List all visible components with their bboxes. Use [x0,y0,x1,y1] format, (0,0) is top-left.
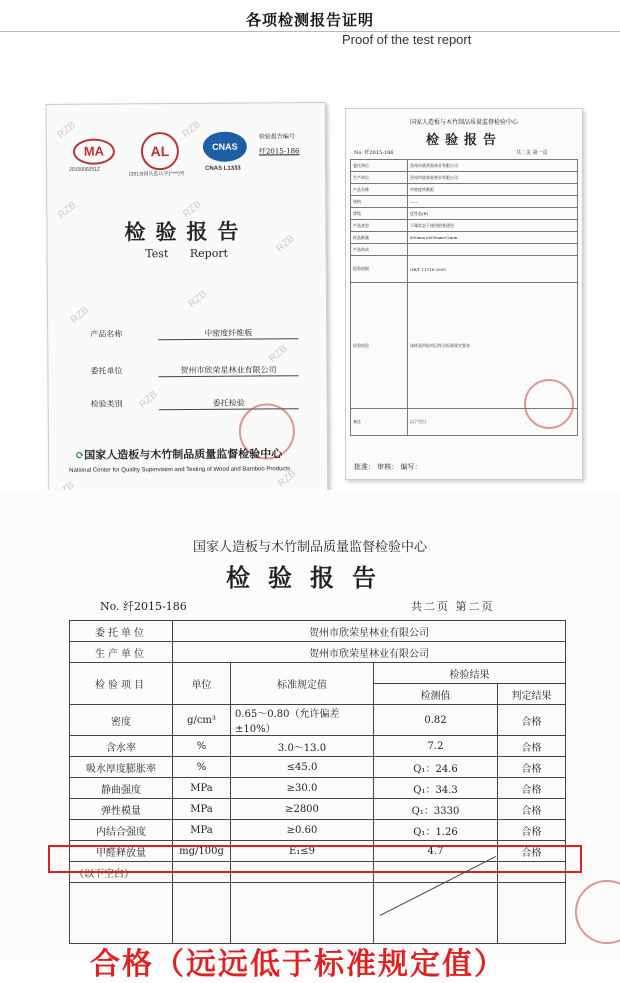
cover-org-name-text: 国家人造板与木竹制品质量监督检验中心 [84,447,283,462]
cover-org-name [75,445,282,462]
table-cell: 检验结论 [351,283,408,409]
small-report-title: 检验报告 [425,133,502,148]
red-seal-stamp [524,379,574,429]
table-row [70,799,566,820]
watermark: RZB [186,288,210,311]
column-header-unit: 单位 [173,663,231,705]
table-row [351,208,578,220]
table-cell: 贺州市欣荣星林业有限公司 [408,172,578,184]
table-cell: 产品类型 [351,220,408,232]
judgement-cell: 合格 [498,757,566,778]
table-cell: 该样品所检项目符合标准规定要求 [408,283,578,409]
red-seal-stamp [575,880,620,944]
cal-caption: (2013)国认监认字(****)号 [129,171,185,178]
unit-cell: g/cm³ [173,705,231,736]
column-header-measured: 检测值 [374,684,498,705]
main-report-pages: 共二页 第二页 [411,600,495,613]
table-cell: —— [408,196,578,208]
unit-cell: MPa [173,799,231,820]
standard-cell: 3.0～13.0 [231,736,374,757]
standard-cell: E₁≤9 [231,841,374,862]
measured-cell: Q₁：24.6 [374,757,498,778]
standard-cell: 0.65～0.80（允许偏差±10%） [231,705,374,736]
table-row [70,757,566,778]
table-cell: 干燥状态下使用的普通型 [408,220,578,232]
column-header-result: 检验结果 [374,663,566,684]
table-cell: 贺州市欣荣星林业有限公司 [408,160,578,172]
table-row [351,172,578,184]
cma-caption: 2015000251Z [69,166,100,173]
table-cell: 产品名称 [351,184,408,196]
table-row [70,778,566,799]
cover-document [46,102,329,506]
cnas-caption: CNAS L1333 [205,165,241,172]
cover-field-value: 委托检验 [159,397,299,410]
table-row [70,736,566,757]
measured-cell: 7.2 [374,736,498,757]
cover-title: 检验报告 [124,218,249,245]
watermark: RZB [56,199,79,222]
table-cell [374,883,498,944]
page-subtitle: Proof of the test report [342,32,472,47]
table-cell: 600mm×600mm×2mm [408,232,578,244]
watermark: RZB [267,343,290,365]
watermark: RZB [181,198,204,221]
table-row [70,621,566,642]
table-cell: 优等品(E) [408,208,578,220]
small-report-signatures: 批准： 审核： 编写： [354,463,422,471]
page-title: 各项检测报告证明 [245,11,374,29]
org-logo-icon: ⟳ [75,448,85,462]
item-cell: 静曲强度 [70,778,173,799]
blank-note: （以下空白） [70,862,173,883]
watermark: RZB [68,304,92,326]
unit-cell: mg/100g [173,841,231,862]
watermark: RZB [137,389,160,411]
standard-cell: ≤45.0 [231,757,374,778]
item-cell: 弹性模量 [70,799,173,820]
cover-field-label: 检验类别 [90,399,123,409]
table-row [351,160,578,172]
measured-cell: Q₁：1.26 [374,820,498,841]
item-cell: 甲醛释放量 [70,841,173,862]
table-cell [408,244,578,256]
table-row [351,196,578,208]
report-page-two [0,490,620,982]
item-cell: 含水率 [70,736,173,757]
watermark: RZB [55,119,78,142]
unit-cell: % [173,736,231,757]
table-cell: 产品构成 [351,244,408,256]
cnas-logo: CNAS [203,132,247,162]
column-header-standard: 标准规定值 [231,663,374,705]
table-row [351,244,578,256]
standard-cell: ≥0.60 [231,820,374,841]
cover-title-en: Test Report [145,246,229,261]
table-cell: 样品数量 [351,232,408,244]
table-row [351,220,578,232]
main-report-org: 国家人造板与木竹制品质量监督检验中心 [192,540,427,555]
item-cell: 密度 [70,705,173,736]
table-row [351,232,578,244]
formaldehyde-highlight-box [48,845,582,873]
table-row [70,705,566,736]
column-header-judgement: 判定结果 [498,684,566,705]
table-cell: 规格 [351,196,408,208]
table-cell [70,883,173,944]
producer-label: 生产单位 [70,642,173,663]
table-cell: 检验依据 [351,256,408,283]
standard-cell: ≥30.0 [231,778,374,799]
table-cell [173,883,231,944]
main-report-number: No. 纤2015-186 [100,600,187,613]
table-row [70,642,566,663]
cal-logo: AL [141,132,179,170]
table-row [351,184,578,196]
item-cell: 吸水厚度膨胀率 [70,757,173,778]
table-row [351,256,578,283]
main-report-title: 检验报告 [226,563,394,592]
report-number: 纤2015-186 [258,147,300,156]
cover-field-value: 贺州市欣荣星林业有限公司 [158,364,298,377]
cma-logo: MA [73,138,115,164]
unit-cell: MPa [173,778,231,799]
measured-cell: 4.7 [374,841,498,862]
judgement-cell: 合格 [498,736,566,757]
table-cell: 等级 [351,208,408,220]
judgement-cell: 合格 [498,705,566,736]
small-report-org: 国家人造板与木竹制品质量监督检验中心 [409,119,518,126]
cover-field-value: 中密度纤维板 [158,327,298,340]
unit-cell: % [173,757,231,778]
watermark: RZB [180,118,203,141]
measured-cell: Q₁：3330 [374,799,498,820]
highlight-caption: 合格（远远低于标准规定值） [90,947,506,982]
column-header-item: 检验项目 [70,663,173,705]
table-row [70,883,566,944]
judgement-cell: 合格 [498,799,566,820]
header-divider [0,31,620,32]
client-label: 委托单位 [70,621,173,642]
client-value: 贺州市欣荣星林业有限公司 [173,621,566,642]
cover-org-name-en: National Center for Quality Supervision and Testing of Wood and Bamboo Products [69,466,291,474]
table-cell: 生产单位 [351,172,408,184]
table-cell [498,883,566,944]
standard-cell: ≥2800 [231,799,374,820]
measured-cell: Q₁：34.3 [374,778,498,799]
judgement-cell: 合格 [498,820,566,841]
producer-value: 贺州市欣荣星林业有限公司 [173,642,566,663]
judgement-cell: 合格 [498,841,566,862]
table-cell: 中密度纤维板 [408,184,578,196]
measured-cell: 0.82 [374,705,498,736]
table-row [70,820,566,841]
unit-cell: MPa [173,820,231,841]
small-report-number: No. 纤2015-186 [354,150,394,156]
small-report-pages: 共二页 第一页 [516,150,548,156]
cover-field-label: 委托单位 [90,366,123,376]
table-cell [231,883,374,944]
table-cell: 以下空白 [408,409,578,436]
results-table [69,620,566,944]
table-header-row [70,663,566,684]
report-page-one [345,108,583,480]
watermark: RZB [276,468,299,490]
table-cell: GB/T 11718-2009 [408,256,578,283]
table-cell: 委托单位 [351,160,408,172]
judgement-cell: 合格 [498,778,566,799]
table-cell: 备注 [351,409,408,436]
item-cell: 内结合强度 [70,820,173,841]
report-number-label: 检验报告编号 [258,133,295,141]
cover-field-label: 产品名称 [90,329,123,339]
watermark: RZB [274,233,297,255]
